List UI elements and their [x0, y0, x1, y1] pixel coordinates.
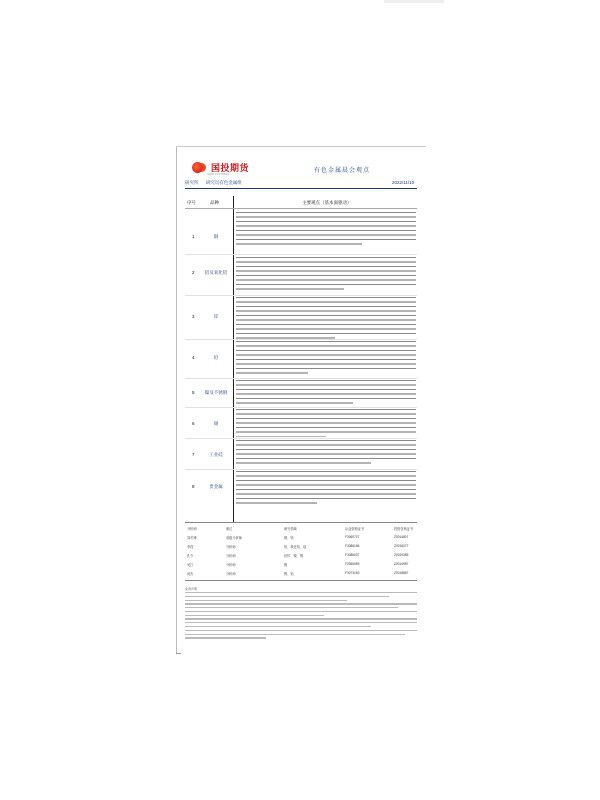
- table-cell: 李滢: [187, 545, 194, 549]
- table-cell: 铝、氧化铝、硅: [284, 545, 307, 549]
- table-cell: 刘冬博: [187, 536, 197, 540]
- table-cell: F3055089: [345, 562, 360, 566]
- table-cell: 何杰: [187, 572, 194, 576]
- header-rule: [185, 188, 417, 189]
- logo-icon: [192, 162, 203, 173]
- header-left: [185, 180, 248, 186]
- row-commentary-text: [236, 341, 416, 377]
- table-cell: Z0018887: [394, 571, 409, 575]
- table-cell: 高级分析师: [226, 536, 242, 540]
- page-top-edge: [176, 146, 426, 147]
- row-divider: [185, 339, 417, 340]
- table-cell: Z0016077: [394, 544, 409, 548]
- row-divider: [185, 295, 417, 296]
- row-divider: [185, 469, 417, 470]
- logo-subtitle: SDIC FUTURES: [207, 172, 230, 176]
- row-commentary-text: [236, 409, 416, 439]
- disclaimer-title: 免责声明: [185, 587, 198, 591]
- table-cell: F3086186: [345, 544, 360, 548]
- document-date: 2022/11/10: [392, 180, 415, 185]
- table-cell: 铅锌、镍、锡: [284, 554, 304, 558]
- row-commentary-text: [236, 257, 416, 293]
- row-divider: [185, 378, 417, 379]
- table-header-cell: 分析师: [187, 527, 197, 531]
- row-commodity: 锡: [213, 421, 219, 426]
- table-cell: F3086037: [345, 553, 360, 557]
- row-commodity: 铅: [213, 355, 219, 360]
- row-commodity: 铜: [213, 234, 219, 239]
- table-cell: F3060737: [345, 535, 360, 539]
- row-commodity: 镍及不锈钢: [204, 390, 228, 395]
- row-commentary-text: [236, 440, 416, 468]
- row-commentary-text: [236, 212, 416, 252]
- table-cell: Z0019385: [394, 553, 409, 557]
- table-cell: 孔令: [187, 554, 194, 558]
- table-header-cell: 从业资格证书: [345, 527, 365, 531]
- table-cell: Z0014807: [394, 535, 409, 539]
- scan-artifact: [384, 0, 444, 3]
- column-header-rule: [185, 208, 417, 209]
- row-number: 6: [192, 421, 195, 426]
- table-top-rule: [185, 522, 417, 523]
- row-commentary-text: [236, 471, 416, 507]
- row-number: 5: [192, 390, 195, 395]
- row-divider: [185, 254, 417, 255]
- table-cell: 铜、锌: [284, 536, 294, 540]
- table-cell: 锡、铝: [284, 572, 294, 576]
- table-cell: F3073183: [345, 571, 360, 575]
- column-header-num: 序号: [187, 200, 196, 205]
- row-number: 2: [192, 270, 195, 275]
- row-commodity: 铝及氧化铝: [204, 270, 228, 275]
- table-cell: 吴江: [187, 563, 194, 567]
- document-title: 有色金属晨会观点: [314, 168, 371, 174]
- table-cell: 分析师: [226, 563, 236, 567]
- table-header-cell: 职位: [226, 527, 233, 531]
- column-header-name: 品种: [210, 200, 219, 205]
- row-number: 4: [192, 355, 195, 360]
- row-divider: [185, 438, 417, 439]
- page-bottom-mark: [176, 653, 181, 654]
- row-commentary-text: [236, 380, 416, 408]
- row-commentary-text: [236, 297, 416, 339]
- logo-text: 国投期货: [211, 163, 250, 173]
- table-cell: 分析师: [226, 572, 236, 576]
- table-header-cell: 研究领域: [284, 527, 297, 531]
- table-header-cell: 投资咨询证书: [394, 527, 414, 531]
- disclaimer-section: [185, 587, 417, 641]
- table-bottom-rule: [185, 580, 417, 581]
- table-cell: 分析师: [226, 545, 236, 549]
- row-commodity: 工业硅: [209, 452, 223, 457]
- header-department: 研究所: [185, 180, 199, 185]
- row-number: 1: [192, 234, 195, 239]
- row-number: 7: [192, 452, 195, 457]
- header-author: 研究员有色金属组: [205, 180, 242, 185]
- row-commodity: 贵金属: [209, 484, 223, 489]
- table-cell: 分析师: [226, 554, 236, 558]
- page-left-edge: [176, 146, 177, 654]
- table-cell: 镍: [284, 563, 288, 567]
- table-cell: Z0014987: [394, 562, 409, 566]
- column-separator: [233, 196, 234, 522]
- row-commodity: 锌: [213, 314, 219, 319]
- row-number: 8: [192, 484, 195, 489]
- row-divider: [185, 407, 417, 408]
- column-header-main: 主要观点（基本面驱动）: [302, 200, 352, 205]
- row-number: 3: [192, 314, 195, 319]
